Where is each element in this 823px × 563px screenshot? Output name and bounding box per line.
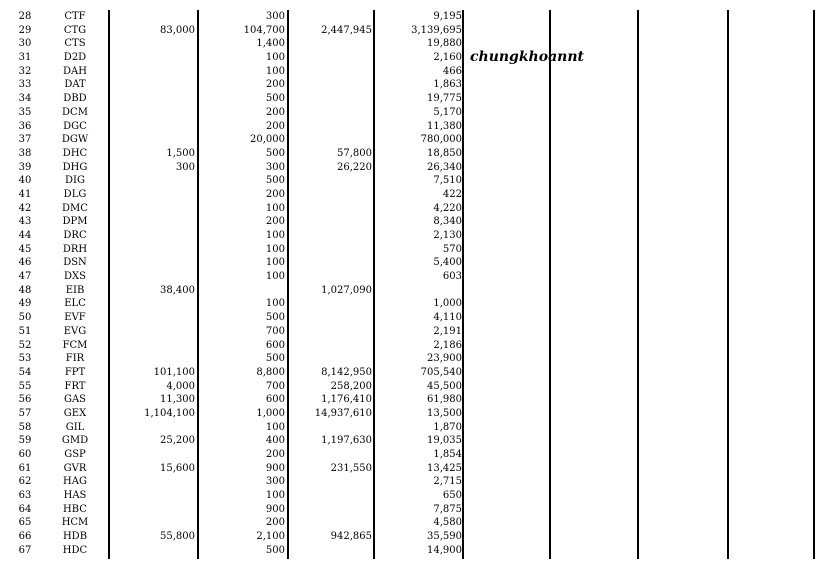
cell-code: ELC <box>64 298 86 310</box>
table-row <box>0 10 823 24</box>
cell-d: 2,191 <box>433 325 462 337</box>
cell-b: 100 <box>265 230 285 241</box>
cell-c: 57,800 <box>337 147 372 159</box>
cell-no: 28 <box>18 11 32 22</box>
table-row <box>0 188 823 202</box>
cell-no: 61 <box>18 462 32 474</box>
cell-no: 49 <box>18 298 32 310</box>
cell-a: 38,400 <box>160 284 195 296</box>
cell-c: 258,200 <box>330 380 372 392</box>
cell-no: 44 <box>18 230 32 241</box>
cell-b: 100 <box>265 421 285 433</box>
cell-d: 1,854 <box>433 449 462 460</box>
cell-no: 66 <box>18 531 32 543</box>
cell-b: 100 <box>265 243 285 255</box>
cell-d: 780,000 <box>420 134 462 146</box>
cell-d: 7,510 <box>433 175 462 187</box>
cell-d: 1,870 <box>433 421 462 433</box>
cell-code: HAG <box>63 476 87 488</box>
cell-d: 2,160 <box>433 52 462 64</box>
cell-no: 51 <box>18 325 32 337</box>
cell-d: 3,139,695 <box>411 24 462 36</box>
cell-code: DPM <box>62 216 88 228</box>
cell-no: 37 <box>18 134 32 146</box>
cell-b: 200 <box>265 79 285 91</box>
cell-d: 603 <box>442 271 462 283</box>
cell-code: CTF <box>64 11 86 22</box>
cell-code: D2D <box>63 52 87 64</box>
cell-b: 300 <box>265 476 285 488</box>
cell-code: DGW <box>61 134 89 146</box>
table-row <box>0 106 823 120</box>
cell-code: EVG <box>63 325 87 337</box>
cell-d: 19,775 <box>427 93 462 105</box>
cell-a: 55,800 <box>160 531 195 543</box>
table-row <box>0 448 823 462</box>
cell-d: 466 <box>442 65 462 77</box>
cell-a: 83,000 <box>160 24 195 36</box>
table-row <box>0 325 823 339</box>
cell-b: 700 <box>265 380 285 392</box>
cell-c: 942,865 <box>330 531 372 543</box>
cell-a: 1,104,100 <box>144 407 195 419</box>
cell-d: 18,850 <box>427 147 462 159</box>
cell-b: 200 <box>265 106 285 118</box>
table-row <box>0 516 823 530</box>
table-row <box>0 65 823 79</box>
table-row <box>0 161 823 175</box>
cell-code: DRH <box>62 243 88 255</box>
table-row <box>0 366 823 380</box>
table-row <box>0 311 823 325</box>
cell-b: 500 <box>265 353 285 365</box>
table-row <box>0 92 823 106</box>
cell-code: DLG <box>63 188 87 200</box>
cell-d: 11,380 <box>427 120 462 132</box>
cell-no: 58 <box>18 421 32 433</box>
cell-no: 53 <box>18 353 32 365</box>
cell-no: 30 <box>18 38 32 50</box>
cell-code: DMC <box>62 202 88 214</box>
cell-no: 33 <box>18 79 32 91</box>
cell-no: 35 <box>18 106 32 118</box>
cell-d: 7,875 <box>433 503 462 515</box>
cell-d: 9,195 <box>433 11 462 22</box>
cell-code: GVR <box>63 462 87 474</box>
cell-b: 900 <box>265 503 285 515</box>
cell-a: 1,500 <box>166 147 195 159</box>
cell-d: 13,500 <box>427 407 462 419</box>
cell-b: 500 <box>265 93 285 105</box>
table-row <box>0 434 823 448</box>
watermark-text: chungkhoannt <box>470 49 584 65</box>
cell-d: 8,340 <box>433 216 462 228</box>
cell-no: 67 <box>18 544 32 556</box>
cell-no: 40 <box>18 175 32 187</box>
cell-code: CTS <box>64 38 86 50</box>
cell-no: 65 <box>18 517 32 529</box>
cell-no: 64 <box>18 503 32 515</box>
cell-b: 104,700 <box>243 24 285 36</box>
cell-d: 1,000 <box>433 298 462 310</box>
cell-no: 48 <box>18 284 32 296</box>
cell-b: 100 <box>265 52 285 64</box>
cell-b: 200 <box>265 449 285 460</box>
cell-d: 4,580 <box>433 517 462 529</box>
cell-a: 300 <box>175 161 195 173</box>
cell-no: 56 <box>18 394 32 406</box>
cell-b: 200 <box>265 216 285 228</box>
cell-code: FPT <box>64 366 86 378</box>
cell-d: 23,900 <box>427 353 462 365</box>
cell-code: GMD <box>61 435 89 447</box>
cell-code: DAT <box>64 79 86 91</box>
cell-no: 52 <box>18 339 32 351</box>
table-row <box>0 270 823 284</box>
cell-no: 54 <box>18 366 32 378</box>
table-row <box>0 503 823 517</box>
cell-c: 231,550 <box>330 462 372 474</box>
cell-no: 31 <box>18 52 32 64</box>
cell-code: HDC <box>62 544 88 556</box>
cell-d: 705,540 <box>420 366 462 378</box>
cell-b: 2,100 <box>256 531 285 543</box>
cell-no: 38 <box>18 147 32 159</box>
cell-b: 100 <box>265 298 285 310</box>
cell-code: FIR <box>65 353 85 365</box>
cell-b: 300 <box>265 11 285 22</box>
cell-code: GSP <box>64 449 86 460</box>
table-row <box>0 243 823 257</box>
table-row <box>0 393 823 407</box>
cell-d: 4,220 <box>433 202 462 214</box>
cell-no: 41 <box>18 188 32 200</box>
table-row <box>0 24 823 38</box>
cell-d: 650 <box>442 490 462 502</box>
table-row <box>0 37 823 51</box>
cell-b: 100 <box>265 65 285 77</box>
cell-code: DRC <box>63 230 87 241</box>
table-row <box>0 475 823 489</box>
cell-no: 60 <box>18 449 32 460</box>
table-row <box>0 339 823 353</box>
cell-d: 19,880 <box>427 38 462 50</box>
cell-b: 600 <box>265 339 285 351</box>
cell-no: 63 <box>18 490 32 502</box>
cell-no: 59 <box>18 435 32 447</box>
table-row <box>0 462 823 476</box>
table-row <box>0 202 823 216</box>
cell-code: GEX <box>63 407 87 419</box>
cell-no: 57 <box>18 407 32 419</box>
cell-c: 1,027,090 <box>321 284 372 296</box>
cell-b: 100 <box>265 271 285 283</box>
table-row <box>0 78 823 92</box>
cell-no: 29 <box>18 24 32 36</box>
cell-d: 35,590 <box>427 531 462 543</box>
table-row <box>0 407 823 421</box>
cell-b: 8,800 <box>256 366 285 378</box>
cell-code: HAS <box>63 490 87 502</box>
cell-b: 600 <box>265 394 285 406</box>
table-row <box>0 120 823 134</box>
cell-b: 500 <box>265 312 285 324</box>
cell-b: 100 <box>265 490 285 502</box>
cell-b: 300 <box>265 161 285 173</box>
cell-no: 46 <box>18 257 32 269</box>
cell-d: 45,500 <box>427 380 462 392</box>
cell-code: DGC <box>63 120 87 132</box>
cell-a: 4,000 <box>166 380 195 392</box>
cell-a: 25,200 <box>160 435 195 447</box>
cell-d: 1,863 <box>433 79 462 91</box>
cell-no: 43 <box>18 216 32 228</box>
cell-b: 200 <box>265 517 285 529</box>
cell-c: 2,447,945 <box>321 24 372 36</box>
table-row <box>0 380 823 394</box>
table-row <box>0 352 823 366</box>
cell-b: 20,000 <box>250 134 285 146</box>
cell-d: 4,110 <box>433 312 462 324</box>
cell-b: 1,000 <box>256 407 285 419</box>
cell-code: EVF <box>64 312 86 324</box>
cell-code: EIB <box>65 284 85 296</box>
cell-no: 32 <box>18 65 32 77</box>
cell-b: 500 <box>265 544 285 556</box>
table-row <box>0 51 823 65</box>
cell-code: FRT <box>64 380 86 392</box>
cell-no: 50 <box>18 312 32 324</box>
cell-no: 42 <box>18 202 32 214</box>
table-row <box>0 133 823 147</box>
table-body <box>0 10 823 558</box>
cell-code: GIL <box>65 421 85 433</box>
cell-no: 39 <box>18 161 32 173</box>
cell-d: 14,900 <box>427 544 462 556</box>
cell-c: 1,176,410 <box>321 394 372 406</box>
cell-d: 13,425 <box>427 462 462 474</box>
cell-code: GAS <box>63 394 87 406</box>
cell-no: 36 <box>18 120 32 132</box>
cell-no: 34 <box>18 93 32 105</box>
cell-code: DIG <box>65 175 85 187</box>
table-row <box>0 489 823 503</box>
cell-b: 200 <box>265 120 285 132</box>
cell-b: 100 <box>265 202 285 214</box>
cell-code: CTG <box>63 24 87 36</box>
table-row <box>0 174 823 188</box>
cell-a: 15,600 <box>160 462 195 474</box>
cell-code: HBC <box>63 503 87 515</box>
cell-c: 1,197,630 <box>321 435 372 447</box>
cell-code: DAH <box>63 65 87 77</box>
cell-d: 2,130 <box>433 230 462 241</box>
cell-d: 2,715 <box>433 476 462 488</box>
cell-code: DHG <box>62 161 88 173</box>
cell-a: 101,100 <box>153 366 195 378</box>
table-row <box>0 229 823 243</box>
cell-b: 500 <box>265 147 285 159</box>
table-row <box>0 530 823 544</box>
cell-no: 55 <box>18 380 32 392</box>
cell-code: DHC <box>62 147 88 159</box>
cell-d: 26,340 <box>427 161 462 173</box>
cell-d: 2,186 <box>433 339 462 351</box>
cell-code: HCM <box>61 517 89 529</box>
table-row <box>0 256 823 270</box>
cell-b: 700 <box>265 325 285 337</box>
cell-code: DBD <box>63 93 87 105</box>
cell-a: 11,300 <box>160 394 195 406</box>
cell-code: DXS <box>64 271 86 283</box>
cell-d: 61,980 <box>427 394 462 406</box>
cell-no: 45 <box>18 243 32 255</box>
cell-d: 5,170 <box>433 106 462 118</box>
cell-b: 900 <box>265 462 285 474</box>
cell-b: 400 <box>265 435 285 447</box>
cell-c: 14,937,610 <box>314 407 372 419</box>
table-row <box>0 147 823 161</box>
cell-c: 26,220 <box>337 161 372 173</box>
table-row <box>0 297 823 311</box>
table-row <box>0 215 823 229</box>
cell-code: FCM <box>62 339 88 351</box>
cell-code: DSN <box>63 257 87 269</box>
table-row <box>0 284 823 298</box>
cell-no: 47 <box>18 271 32 283</box>
cell-c: 8,142,950 <box>321 366 372 378</box>
cell-d: 19,035 <box>427 435 462 447</box>
cell-d: 422 <box>442 188 462 200</box>
cell-b: 100 <box>265 257 285 269</box>
table-row <box>0 544 823 558</box>
cell-b: 500 <box>265 175 285 187</box>
cell-d: 570 <box>442 243 462 255</box>
table-row <box>0 421 823 435</box>
cell-b: 1,400 <box>256 38 285 50</box>
cell-code: HDB <box>62 531 88 543</box>
cell-code: DCM <box>62 106 88 118</box>
cell-b: 200 <box>265 188 285 200</box>
cell-d: 5,400 <box>433 257 462 269</box>
cell-no: 62 <box>18 476 32 488</box>
